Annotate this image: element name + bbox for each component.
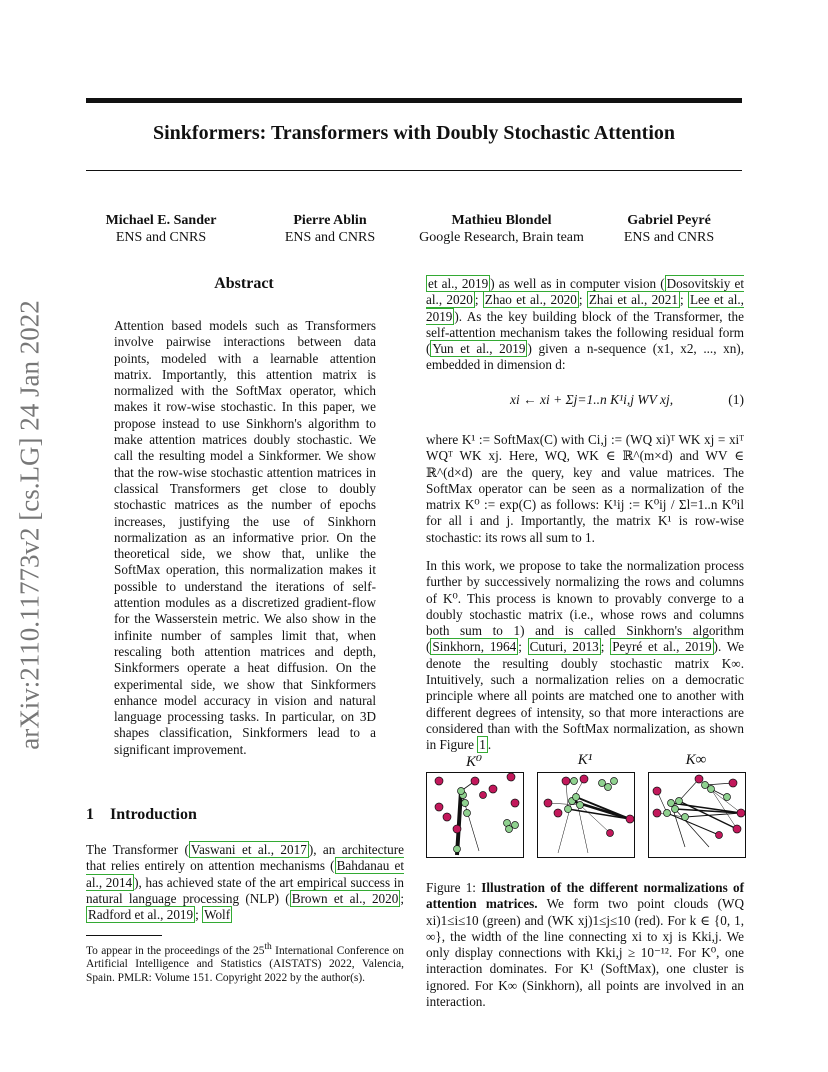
- figure-reference-link[interactable]: 1: [479, 737, 486, 753]
- citation-link[interactable]: Radford et al., 2019: [88, 907, 194, 923]
- author-affiliation: ENS and CNRS: [284, 230, 376, 245]
- author-block-4: [594, 212, 744, 246]
- citation-link[interactable]: Vaswani et al., 2017: [190, 842, 307, 857]
- author-name: Pierre Ablin: [293, 213, 367, 228]
- text-run: ;: [679, 292, 688, 308]
- equation-number: (1): [728, 392, 744, 407]
- author-block-1: [86, 212, 236, 246]
- paper-title: Sinkformers: Transformers with Doubly Stochastic Attention: [152, 122, 676, 144]
- right-paragraph-3: [426, 558, 744, 754]
- title-rule: [86, 170, 742, 171]
- author-name: Michael E. Sander: [105, 213, 217, 228]
- panel-k1: [537, 772, 635, 858]
- citation-link[interactable]: et al., 2019: [428, 276, 489, 291]
- text-run: To appear in the proceedings of the 25: [86, 944, 265, 957]
- caption-label: Figure 1:: [426, 880, 482, 895]
- panel-k1-plot: [538, 773, 634, 857]
- text-run: ;: [518, 639, 528, 655]
- text-run: International Conference on Artificial Intelligence and Statistics (AISTATS) 2022, Valencia, Spain. PMLR: Volume 151. Copyright 2022 by the author(s).: [86, 944, 405, 984]
- panel-label-kinf: K∞: [685, 752, 707, 768]
- right-paragraph-1: [426, 276, 744, 374]
- caption-text: We form two point clouds (WQ xi)1≤i≤10 (green) and (WK xj)1≤j≤10 (red). For k ∈ {0, 1, ∞}, the width of the line connecting xi to xj is Kki,j. We only display connections with Kki,j ≥ 10⁻¹². For K⁰, one interaction dominates. For K¹ (SoftMax), one cluster is ignored. For K∞ (Sinkhorn), all points are involved in an interaction.: [426, 896, 744, 1010]
- panel-k0-plot: [427, 773, 523, 857]
- caption-bold: Illustration of the different normalizations of attention matrices.: [426, 880, 744, 912]
- text-run: ;: [578, 292, 587, 308]
- citation-link[interactable]: Sinkhorn, 1964: [432, 639, 517, 655]
- author-affiliation: Google Research, Brain team: [419, 230, 584, 245]
- panel-kinf: [648, 772, 746, 858]
- panel-label-k1: K¹: [577, 752, 593, 768]
- citation-link[interactable]: Lee et al., 2019: [426, 292, 744, 324]
- text-run: ), an architecture that relies entirely on attention mechanisms (: [86, 842, 404, 874]
- citation-link[interactable]: Wolf: [204, 907, 231, 923]
- section-title: Introduction: [110, 806, 197, 823]
- author-affiliation: ENS and CNRS: [623, 230, 715, 245]
- citation-link[interactable]: Zhao et al., 2020: [484, 292, 577, 308]
- equation-body: xi ← xi + Σj=1..n K¹i,j WV xj,: [510, 392, 674, 407]
- abstract-heading: Abstract: [214, 275, 274, 292]
- footnote-rule: [86, 935, 162, 936]
- author-affiliation: ENS and CNRS: [115, 230, 207, 245]
- introduction-paragraph: [86, 842, 404, 923]
- text-run: ). We denote the resulting doubly stochastic matrix K∞. Intuitively, such a normalization relies on a democratic principle where all points are matched one to another with different degrees of intensity, so that more interactions are considered than with the SoftMax normalization, as shown in Figure: [426, 639, 745, 753]
- figure-1: [426, 752, 744, 860]
- text-run: ) given a n-sequence (x1, x2, ..., xn), embedded in dimension d:: [426, 341, 744, 373]
- author-block-3: [404, 212, 599, 246]
- right-paragraph-2: where K¹ := SoftMax(C) with Ci,j := (WQ xi)ᵀ WK xj = xiᵀ WQᵀ WK xj. Here, WQ, WK ∈ ℝ^(m×d) and WV ∈ ℝ^(d×d) are the query, key and value matrices. The SoftMax operator can be seen as a normalization of the matrix K⁰ := exp(C) as follows: K¹ij := K⁰ij / Σl=1..n K⁰il for all i and j. Importantly, the matrix K¹ is row-wise stochastic: its rows all sum to 1.: [426, 432, 744, 545]
- superscript: th: [264, 942, 272, 952]
- panel-kinf-plot: [649, 773, 745, 857]
- panel-k0: [426, 772, 524, 858]
- citation-link[interactable]: Dosovitskiy et al., 2020: [426, 276, 745, 308]
- top-rule: [86, 98, 742, 103]
- author-name: Gabriel Peyré: [627, 213, 711, 228]
- text-run: In this work, we propose to take the normalization process further by successively normalizing the rows and columns of K⁰. This process is known to provably converge to a doubly stochastic matrix (i.e., whose rows and columns both sum to 1) and is called Sinkhorn's algorithm (: [426, 558, 744, 655]
- text-run: .: [487, 737, 492, 753]
- panel-label-k0: K⁰: [465, 754, 483, 770]
- text-run: ;: [400, 890, 404, 906]
- citation-link[interactable]: Peyré et al., 2019: [612, 639, 712, 655]
- citation-link[interactable]: Brown et al., 2020: [291, 890, 399, 906]
- text-run: ), has achieved state of the art empirical success in natural language processing (NLP) (: [86, 874, 404, 906]
- text-run: ;: [600, 639, 611, 655]
- author-block-2: [255, 212, 405, 246]
- footnote: [86, 941, 404, 986]
- arxiv-id-text: arXiv:2110.11773v2 [cs.LG] 24 Jan 2022: [14, 300, 45, 750]
- abstract-text: Attention based models such as Transformers involve pairwise interactions between data points, modeled with a learnable attention matrix. Importantly, this attention matrix is normalized with the SoftMax operator, which makes it row-wise stochastic. In this paper, we propose instead to use Sinkhorn's algorithm to make attention matrices doubly stochastic. We call the resulting model a Sinkformer. We show that the row-wise stochastic attention matrices in classical Transformers get close to doubly stochastic matrices as the number of epochs increases, justifying the use of Sinkhorn normalization as an informative prior. On the theoretical side, we show that, unlike the SoftMax operation, this normalization makes it possible to understand the iterations of self-attention modules as a discretized gradient-flow for the Wasserstein metric. We also show in the infinite number of samples limit that, when rescaling both attention matrices and depth, Sinkformers operate a heat diffusion. On the experimental side, we show that Sinkformers enhance model accuracy in vision and natural language processing tasks. In particular, on 3D shapes classification, Sinkformers lead to a significant improvement.: [114, 318, 376, 757]
- section-heading-introduction: [86, 806, 197, 824]
- figure-1-caption: [426, 880, 744, 1010]
- citation-link[interactable]: Cuturi, 2013: [529, 639, 599, 655]
- text-run: ). As the key building block of the Transformer, the self-attention mechanism takes the following residual form (: [426, 308, 744, 357]
- author-name: Mathieu Blondel: [451, 213, 552, 228]
- text-run: ;: [195, 907, 203, 923]
- arxiv-identifier: [10, 290, 50, 760]
- text-run: The Transformer (: [86, 842, 189, 857]
- text-run: ) as well as in computer vision (: [490, 276, 665, 291]
- section-number: 1: [86, 806, 94, 823]
- citation-link[interactable]: Bahdanau et al., 2014: [86, 858, 405, 890]
- citation-link[interactable]: Yun et al., 2019: [432, 341, 526, 357]
- equation-1: [426, 378, 744, 424]
- citation-link[interactable]: Zhai et al., 2021: [588, 292, 678, 308]
- text-run: ;: [474, 292, 483, 308]
